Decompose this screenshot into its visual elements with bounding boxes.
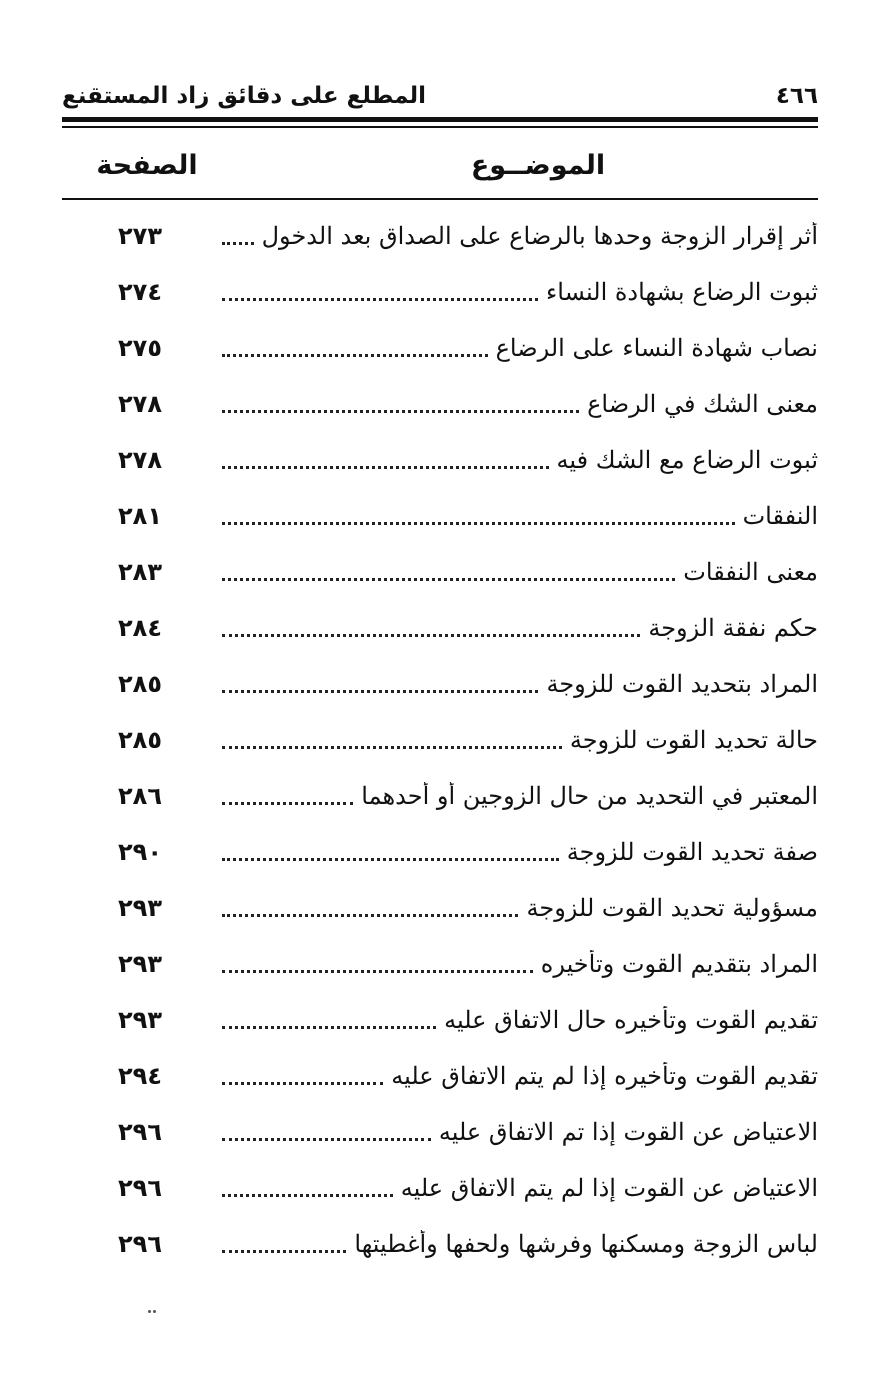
dot-leader (222, 746, 562, 749)
toc-topic-cell (218, 726, 818, 754)
toc-topic-cell (218, 502, 818, 530)
toc-page-number: ٢٧٨ (118, 390, 162, 418)
toc-row (62, 376, 818, 432)
toc-page-number: ٢٧٨ (118, 446, 162, 474)
dot-leader (222, 1194, 393, 1197)
toc-topic-cell (218, 838, 818, 866)
toc-topic-text: حكم نفقة الزوجة (648, 614, 818, 642)
toc-topic-cell (218, 614, 818, 642)
toc-page-number: ٢٩٣ (118, 950, 162, 978)
toc-topic-cell (218, 558, 818, 586)
toc-row (62, 488, 818, 544)
toc-row (62, 544, 818, 600)
dot-leader (222, 578, 675, 581)
toc-page-number: ٢٩٦ (118, 1230, 162, 1258)
toc-topic-text: المراد بتحديد القوت للزوجة (546, 670, 818, 698)
dot-leader (222, 802, 353, 805)
dot-leader (222, 1026, 436, 1029)
toc-row (62, 1048, 818, 1104)
toc-page-number: ٢٩٣ (118, 894, 162, 922)
toc-page-number: ٢٧٣ (118, 222, 162, 250)
toc-topic-cell (218, 1230, 818, 1258)
dot-leader (222, 690, 538, 693)
toc-page-number: ٢٩٠ (118, 838, 162, 866)
toc-topic-text: النفقات (742, 502, 818, 530)
toc-row (62, 992, 818, 1048)
toc-row (62, 264, 818, 320)
toc-row (62, 600, 818, 656)
toc-topic-text: ثبوت الرضاع مع الشك فيه (556, 446, 818, 474)
toc-row (62, 880, 818, 936)
toc-topic-text: معنى الشك في الرضاع (587, 390, 818, 418)
dot-leader (222, 522, 735, 525)
toc-topic-text: تقديم القوت وتأخيره حال الاتفاق عليه (444, 1006, 818, 1034)
column-headers (62, 150, 818, 194)
toc-page-number: ٢٨٥ (118, 726, 162, 754)
dot-leader (222, 1082, 383, 1085)
page-number: ٤٦٦ (775, 83, 818, 109)
toc-row (62, 1216, 818, 1272)
toc-topic-text: نصاب شهادة النساء على الرضاع (495, 334, 818, 362)
toc-topic-cell (218, 1118, 818, 1146)
dot-leader (222, 858, 559, 861)
toc-topic-text: المعتبر في التحديد من حال الزوجين أو أحدهما (361, 782, 818, 810)
dot-leader (222, 466, 549, 469)
toc-topic-cell (218, 1174, 818, 1202)
column-header-topic: الموضــوع (470, 150, 606, 181)
toc-topic-text: معنى النفقات (683, 558, 818, 586)
toc-page-number: ٢٨٤ (118, 614, 162, 642)
print-speck (148, 1298, 162, 1302)
toc-topic-cell (218, 670, 818, 698)
toc-topic-cell (218, 390, 818, 418)
toc-row (62, 1160, 818, 1216)
toc-page-number: ٢٨٣ (118, 558, 162, 586)
toc-topic-text: حالة تحديد القوت للزوجة (569, 726, 818, 754)
dot-leader (222, 634, 640, 637)
toc-topic-cell (218, 950, 818, 978)
toc-topic-text: تقديم القوت وتأخيره إذا لم يتم الاتفاق عليه (391, 1062, 818, 1090)
toc-row (62, 320, 818, 376)
toc-topic-cell (218, 894, 818, 922)
toc-page-number: ٢٨٦ (118, 782, 162, 810)
column-header-rule (62, 198, 818, 200)
dot-leader (222, 354, 488, 357)
toc-row (62, 936, 818, 992)
toc-row (62, 1104, 818, 1160)
toc-topic-cell (218, 278, 818, 306)
toc-page-number: ٢٩٦ (118, 1118, 162, 1146)
dot-leader (222, 1250, 346, 1253)
dot-leader (222, 410, 579, 413)
toc-topic-text: أثر إقرار الزوجة وحدها بالرضاع على الصداق بعد الدخول (261, 222, 818, 250)
toc-page-number: ٢٧٤ (118, 278, 162, 306)
toc-topic-cell (218, 782, 818, 810)
column-header-page: الصفحة (96, 150, 198, 181)
toc-page-number: ٢٧٥ (118, 334, 162, 362)
dot-leader (222, 298, 538, 301)
toc-page-number: ٢٨١ (118, 502, 162, 530)
dot-leader (222, 1138, 431, 1141)
dot-leader (222, 242, 254, 245)
book-title: المطلع على دقائق زاد المستقنع (62, 83, 427, 109)
toc-topic-cell (218, 222, 818, 250)
toc-topic-cell (218, 1006, 818, 1034)
running-header (62, 78, 818, 114)
toc-page-number: ٢٩٣ (118, 1006, 162, 1034)
toc-topic-text: الاعتياض عن القوت إذا تم الاتفاق عليه (438, 1118, 818, 1146)
dot-leader (222, 970, 533, 973)
toc-topic-text: مسؤولية تحديد القوت للزوجة (526, 894, 818, 922)
header-rule-thin (62, 126, 818, 128)
toc-row (62, 656, 818, 712)
toc-row (62, 432, 818, 488)
toc-topic-text: صفة تحديد القوت للزوجة (566, 838, 818, 866)
toc-page-number: ٢٩٤ (118, 1062, 162, 1090)
toc-topic-text: لباس الزوجة ومسكنها وفرشها ولحفها وأغطيتها (354, 1230, 818, 1258)
toc-row (62, 208, 818, 264)
toc-topic-cell (218, 1062, 818, 1090)
toc-topic-text: الاعتياض عن القوت إذا لم يتم الاتفاق عليه (400, 1174, 818, 1202)
toc-row (62, 712, 818, 768)
toc-topic-cell (218, 334, 818, 362)
toc-topic-cell (218, 446, 818, 474)
toc-page-number: ٢٩٦ (118, 1174, 162, 1202)
dot-leader (222, 914, 518, 917)
header-rule-thick (62, 117, 818, 122)
toc-row (62, 768, 818, 824)
toc-topic-text: المراد بتقديم القوت وتأخيره (540, 950, 818, 978)
toc-page-number: ٢٨٥ (118, 670, 162, 698)
table-of-contents (62, 208, 818, 1272)
toc-row (62, 824, 818, 880)
toc-topic-text: ثبوت الرضاع بشهادة النساء (546, 278, 818, 306)
